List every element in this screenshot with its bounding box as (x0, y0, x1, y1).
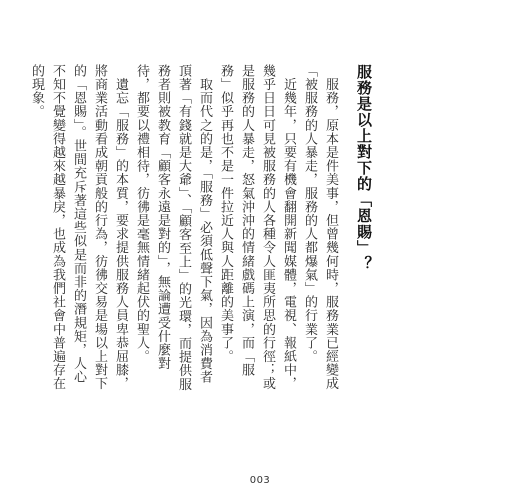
vertical-text-block (26, 64, 374, 394)
chapter-title: 服務是以上對下的「恩賜」？ (355, 64, 373, 272)
page-number: 003 (249, 475, 271, 486)
paragraph-1: 服務，原本是件美事，但曾幾何時，服務業已經變成「被服務的人暴走，服務的人都爆氣」的行業了。 (302, 64, 338, 391)
paragraph-3: 取而代之的是，「服務」必須低聲下氣，因為消費者頂著「有錢就是大爺」、「顧客至上」的光環，而提供服務者則被教育「顧客永遠是對的」，無論遭受什麼對待，都要以禮相待，彷彿是毫無情緒起伏的聖人。 (134, 64, 212, 391)
paragraph-2: 近幾年，只要有機會翻開新聞媒體，電視、報紙中，幾乎日日可見被服務的人各種令人匪夷所思的行徑；或是服務的人暴走，怒氣沖沖的情緒戲碼上演，而「服務」似乎再也不是一件拉近人與人距離的美事了。 (218, 64, 296, 391)
paragraph-4: 遺忘「服務」的本質，要求提供服務人員卑恭屈膝，將商業活動看成朝貢般的行為，彷彿交易是場以上對下的「恩賜」。世間充斥著這些似是而非的潛規矩，人心不知不覺變得越來越暴戾，也成為我們社會中普遍存在的現象。 (29, 64, 128, 391)
